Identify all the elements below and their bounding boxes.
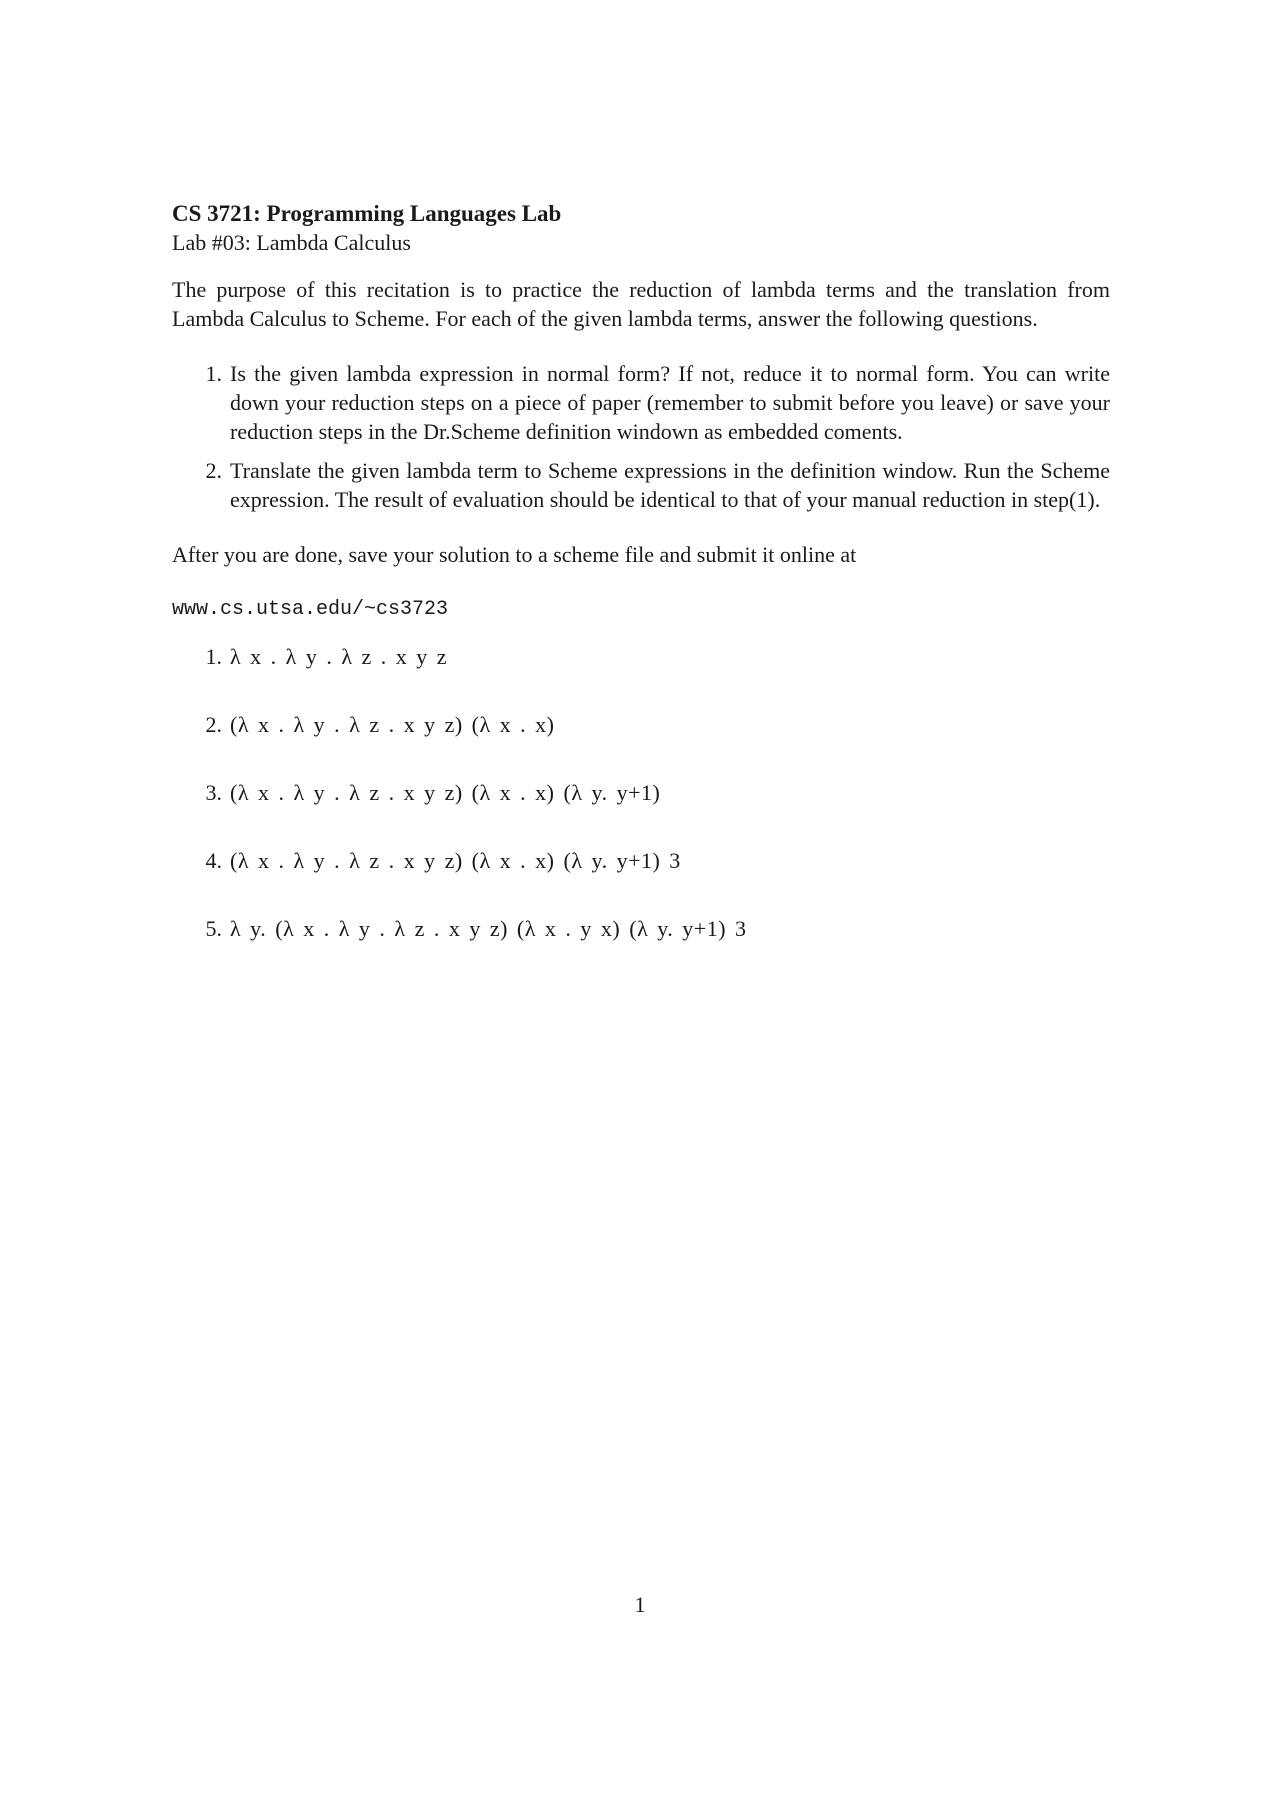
lambda-term-item [172, 846, 1110, 875]
term-expression: (λ x . λ y . λ z . x y z) (λ x . x) [230, 712, 555, 737]
document-page [172, 199, 1110, 982]
lambda-terms-list [172, 642, 1110, 943]
questions-list [172, 359, 1110, 514]
lambda-term-item [172, 710, 1110, 739]
term-number: 1. [205, 644, 222, 669]
lambda-term-item [172, 642, 1110, 671]
question-number: 1. [205, 361, 222, 386]
term-number: 2. [205, 712, 222, 737]
term-expression: λ x . λ y . λ z . x y z [230, 644, 448, 669]
term-number: 4. [205, 848, 222, 873]
question-text: Translate the given lambda term to Scheme expressions in the definition window. Run the Scheme expression. The result of evaluation should be identical to that of your manual reduction in step(1). [230, 458, 1110, 512]
submission-url: www.cs.utsa.edu/~cs3723 [172, 598, 449, 621]
intro-paragraph: The purpose of this recitation is to practice the reduction of lambda terms and the translation from Lambda Calculus to Scheme. For each of the given lambda terms, answer the following questions. [172, 277, 1110, 331]
question-item [172, 456, 1110, 514]
term-expression: λ y. (λ x . λ y . λ z . x y z) (λ x . y x) (λ y. y+1) 3 [230, 916, 747, 941]
term-number: 3. [205, 780, 222, 805]
question-number: 2. [205, 458, 222, 483]
submission-instructions: After you are done, save your solution to a scheme file and submit it online at [172, 542, 857, 567]
term-number: 5. [205, 916, 222, 941]
lambda-term-item [172, 914, 1110, 943]
lab-title: Lab #03: Lambda Calculus [172, 230, 411, 255]
page-number: 1 [634, 1592, 646, 1617]
course-title: CS 3721: Programming Languages Lab [172, 201, 562, 226]
term-expression: (λ x . λ y . λ z . x y z) (λ x . x) (λ y. y+1) 3 [230, 848, 681, 873]
question-text: Is the given lambda expression in normal form? If not, reduce it to normal form. You can write down your reduction steps on a piece of paper (remember to submit before you leave) or save your reduction steps in the Dr.Scheme definition windown as embedded coments. [230, 361, 1110, 444]
term-expression: (λ x . λ y . λ z . x y z) (λ x . x) (λ y. y+1) [230, 780, 661, 805]
lambda-term-item [172, 778, 1110, 807]
question-item [172, 359, 1110, 446]
